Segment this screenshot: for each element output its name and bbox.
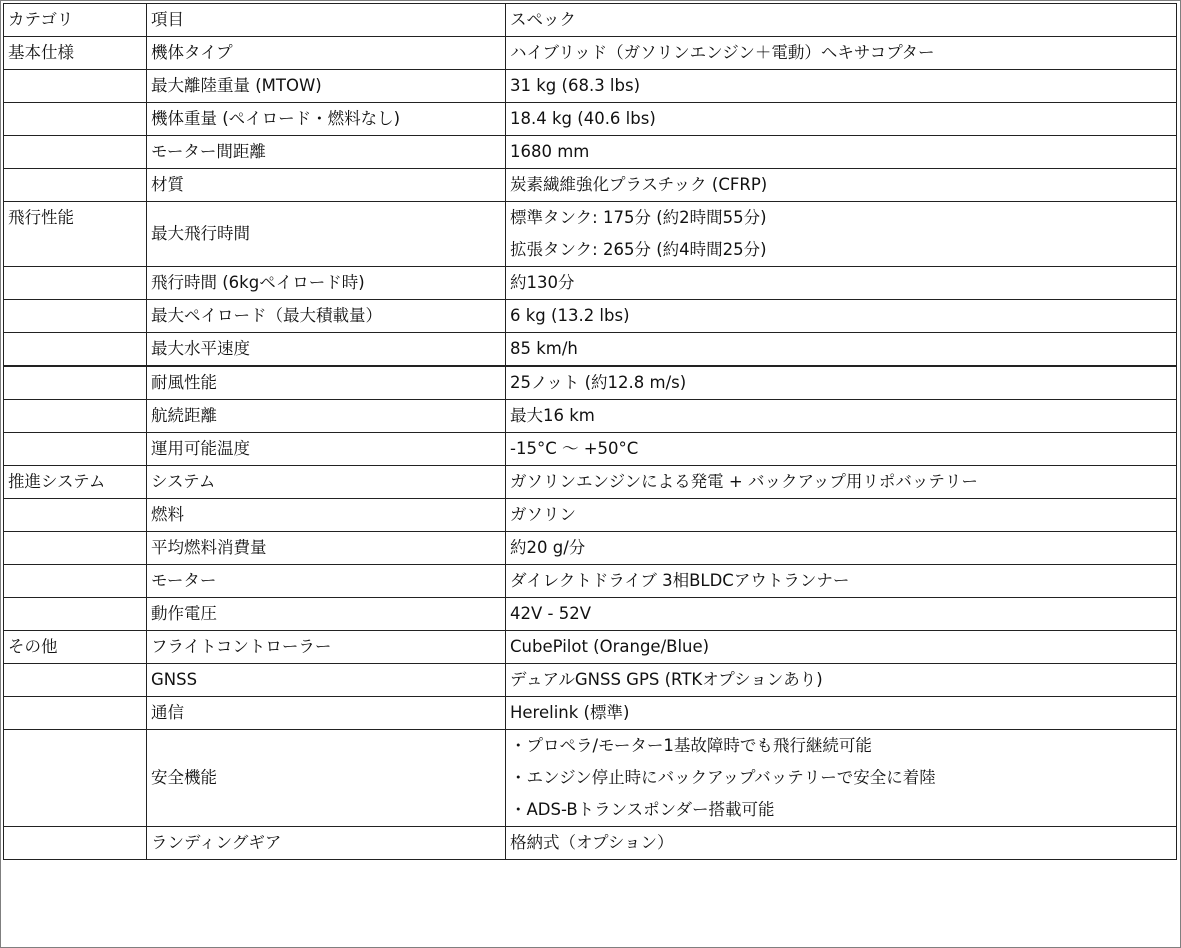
spec-cell: 格納式（オプション） (506, 827, 1177, 860)
spec-cell: -15°C ～ +50°C (506, 433, 1177, 466)
item-cell: 最大飛行時間 (147, 202, 506, 267)
spec-line: ・プロペラ/モーター1基故障時でも飛行継続可能 (510, 736, 872, 755)
item-cell: GNSS (147, 664, 506, 697)
category-cell (4, 664, 147, 697)
table-row (4, 103, 1177, 136)
category-cell (4, 136, 147, 169)
category-cell (4, 169, 147, 202)
spec-cell: 6 kg (13.2 lbs) (506, 300, 1177, 333)
spec-cell: 約20 g/分 (506, 532, 1177, 565)
category-cell (4, 400, 147, 433)
table-row (4, 267, 1177, 300)
table-row (4, 202, 1177, 267)
spec-cell: ハイブリッド（ガソリンエンジン＋電動）ヘキサコプター (506, 37, 1177, 70)
spec-cell: 約130分 (506, 267, 1177, 300)
spec-cell: デュアルGNSS GPS (RTKオプションあり) (506, 664, 1177, 697)
table-row (4, 366, 1177, 400)
table-row (4, 532, 1177, 565)
category-cell: その他 (4, 631, 147, 664)
item-cell: 燃料 (147, 499, 506, 532)
item-cell: 安全機能 (147, 730, 506, 827)
table-row (4, 631, 1177, 664)
category-cell (4, 827, 147, 860)
spec-cell (506, 730, 1177, 827)
spec-cell: 18.4 kg (40.6 lbs) (506, 103, 1177, 136)
category-cell: 推進システム (4, 466, 147, 499)
item-cell: 最大ペイロード（最大積載量） (147, 300, 506, 333)
item-cell: フライトコントローラー (147, 631, 506, 664)
spec-line: 拡張タンク: 265分 (約4時間25分) (510, 240, 767, 259)
header-row (4, 4, 1177, 37)
spec-line: 標準タンク: 175分 (約2時間55分) (510, 208, 767, 227)
table-row (4, 827, 1177, 860)
table-row (4, 433, 1177, 466)
category-cell (4, 300, 147, 333)
spec-cell: 25ノット (約12.8 m/s) (506, 366, 1177, 400)
spec-cell: 31 kg (68.3 lbs) (506, 70, 1177, 103)
table-row (4, 300, 1177, 333)
table-row (4, 697, 1177, 730)
category-cell (4, 598, 147, 631)
table-row (4, 565, 1177, 598)
spec-cell: ガソリンエンジンによる発電 + バックアップ用リポバッテリー (506, 466, 1177, 499)
item-cell: 飛行時間 (6kgペイロード時) (147, 267, 506, 300)
category-cell: 飛行性能 (4, 202, 147, 267)
table-row (4, 598, 1177, 631)
item-cell: モーター間距離 (147, 136, 506, 169)
header-category: カテゴリ (4, 4, 147, 37)
table-row (4, 499, 1177, 532)
spec-cell: 42V - 52V (506, 598, 1177, 631)
spec-line: ・エンジン停止時にバックアップバッテリーで安全に着陸 (510, 768, 936, 787)
category-cell (4, 103, 147, 136)
spec-cell: 炭素繊維強化プラスチック (CFRP) (506, 169, 1177, 202)
category-cell: 基本仕様 (4, 37, 147, 70)
item-cell: 最大水平速度 (147, 333, 506, 367)
item-cell: モーター (147, 565, 506, 598)
category-cell (4, 499, 147, 532)
spec-cell: Herelink (標準) (506, 697, 1177, 730)
item-cell: 航続距離 (147, 400, 506, 433)
item-cell: 材質 (147, 169, 506, 202)
item-cell: 運用可能温度 (147, 433, 506, 466)
item-cell: 機体タイプ (147, 37, 506, 70)
category-cell (4, 70, 147, 103)
spec-table (3, 3, 1177, 860)
table-row (4, 400, 1177, 433)
spec-cell (506, 202, 1177, 267)
spec-cell: ダイレクトドライブ 3相BLDCアウトランナー (506, 565, 1177, 598)
table-row (4, 169, 1177, 202)
table-row (4, 136, 1177, 169)
item-cell: 通信 (147, 697, 506, 730)
item-cell: ランディングギア (147, 827, 506, 860)
item-cell: システム (147, 466, 506, 499)
category-cell (4, 697, 147, 730)
item-cell: 動作電圧 (147, 598, 506, 631)
spec-line: ・ADS-Bトランスポンダー搭載可能 (510, 800, 775, 819)
spec-cell: CubePilot (Orange/Blue) (506, 631, 1177, 664)
category-cell (4, 366, 147, 400)
category-cell (4, 267, 147, 300)
table-row (4, 333, 1177, 367)
item-cell: 平均燃料消費量 (147, 532, 506, 565)
table-body (4, 37, 1177, 860)
header-spec: スペック (506, 4, 1177, 37)
category-cell (4, 730, 147, 827)
table-row (4, 730, 1177, 827)
item-cell: 耐風性能 (147, 366, 506, 400)
spec-cell: 85 km/h (506, 333, 1177, 367)
category-cell (4, 532, 147, 565)
item-cell: 機体重量 (ペイロード・燃料なし) (147, 103, 506, 136)
header-item: 項目 (147, 4, 506, 37)
table-row (4, 37, 1177, 70)
spec-cell: ガソリン (506, 499, 1177, 532)
spec-cell: 最大16 km (506, 400, 1177, 433)
category-cell (4, 333, 147, 367)
category-cell (4, 433, 147, 466)
table-row (4, 70, 1177, 103)
category-cell (4, 565, 147, 598)
table-row (4, 466, 1177, 499)
spec-cell: 1680 mm (506, 136, 1177, 169)
item-cell: 最大離陸重量 (MTOW) (147, 70, 506, 103)
table-row (4, 664, 1177, 697)
